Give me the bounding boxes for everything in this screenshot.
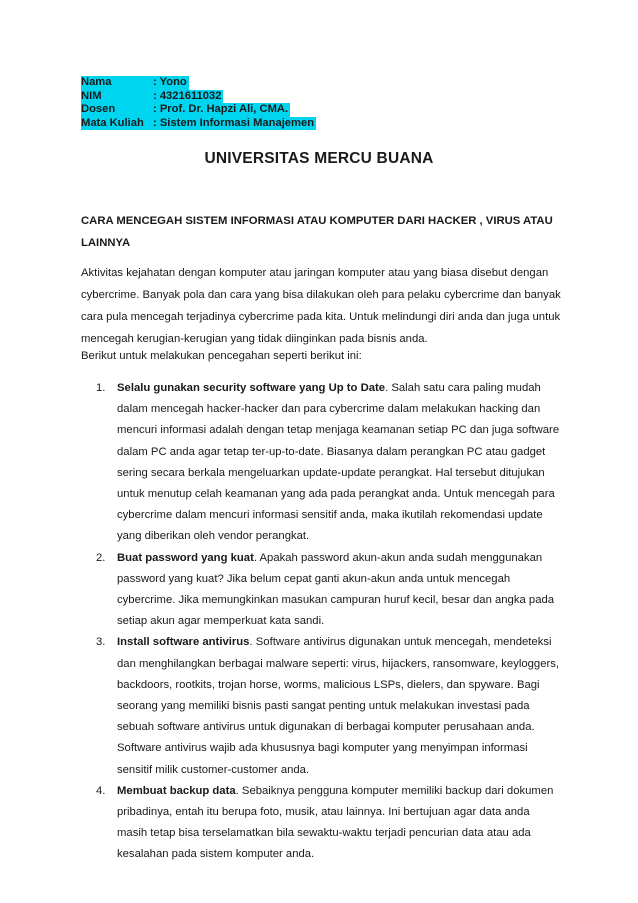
item-text: . Salah satu cara paling mudah dalam mencegah hacker-hacker dan para cybercrime dalam melakukan hacking dan mencuri informasi adalah dengan tetap menjaga keamanan setiap PC dan juga software dalam PC anda agar tetap ter-up-to-date. Biasanya dalam perangkan PC atau gadget sering secara berkala mengeluarkan update-update perangkat. Hal tersebut ditujukan untuk menutup celah keamanan yang ada pada perangkat anda. Untuk mencegah para cybercrime dalam mencuri informasi sensitif anda, maka ikutilah rekomendasi update yang diberikan oleh vendor perangkat.	[117, 382, 560, 543]
info-row-dosen	[81, 103, 316, 117]
item-number: 1.	[96, 382, 106, 394]
item-title: Install software antivirus	[117, 636, 250, 649]
section-heading: CARA MENCEGAH SISTEM INFORMASI ATAU KOMPUTER DARI HACKER , VIRUS ATAU LAINNYA	[81, 215, 553, 249]
info-label: Dosen	[81, 103, 153, 117]
info-row-nim	[81, 90, 316, 104]
info-label: Nama	[81, 76, 153, 90]
list-item	[81, 632, 561, 780]
info-row-mata-kuliah	[81, 117, 316, 131]
item-title: Membuat backup data	[117, 784, 236, 797]
lead-paragraph: Berikut untuk melakukan pencegahan seperti berikut ini:	[81, 350, 362, 362]
info-value: : 4321611032	[153, 89, 222, 102]
intro-paragraph: Aktivitas kejahatan dengan komputer atau jaringan komputer atau yang biasa disebut dengan cybercrime. Banyak pola dan cara yang bisa dilakukan oleh para pelaku cybercrime dan banyak cara pula mencegah terjadinya cybercrime pada kita. Untuk melindungi diri anda dan juga untuk mencegah kerugian-kerugian yang tidak diinginkan pada bisnis anda.	[81, 267, 561, 345]
item-number: 4.	[96, 784, 106, 797]
info-row-nama	[81, 76, 316, 90]
item-text: . Software antivirus digunakan untuk mencegah, mendeteksi dan menghilangkan berbagai malware seperti: virus, hijackers, ransomware, keyloggers, backdoors, rootkits, trojan horse, worms, malicious LSPs, dielers, dan spyware. Bagi seorang yang memiliki bisnis pasti sangat penting untuk melakukan investasi pada sebuah software antivirus untuk digunakan di berbagai komputer perusahaan anda. Software antivirus wajib ada khususnya bagi komputer yang menyimpan informasi sensitif milik customer-customer anda.	[117, 636, 560, 776]
list-item	[81, 378, 561, 548]
item-text: . Apakah password akun-akun anda sudah menggunakan password yang kuat? Jika belum cepat ganti akun-akun anda untuk mencegah cybercrime. Jika memungkinkan masukan campuran huruf kecil, besar dan angka pada setiap akun agar memperkuat kata sandi.	[117, 551, 555, 628]
item-number: 3.	[96, 636, 106, 649]
university-title: UNIVERSITAS MERCU BUANA	[204, 150, 434, 167]
info-value: : Yono	[153, 76, 187, 88]
item-text: . Sebaiknya pengguna komputer memiliki backup dari dokumen pribadinya, entah itu berupa foto, musik, atau lainnya. Ini bertujuan agar data anda masih tetap bisa terselamatkan bila sewaktu-waktu terjadi pencurian data atau ada kesalahan pada sistem komputer anda.	[117, 784, 554, 861]
info-label: NIM	[81, 90, 153, 104]
student-info	[81, 76, 316, 130]
item-number: 2.	[96, 551, 106, 564]
info-value: : Sistem Informasi Manajemen	[153, 116, 315, 129]
info-label: Mata Kuliah	[81, 117, 153, 131]
list-item	[81, 781, 561, 866]
list-item	[81, 548, 561, 633]
item-title: Selalu gunakan security software yang Up to Date	[117, 382, 386, 394]
item-title: Buat password yang kuat	[117, 551, 254, 564]
prevention-list	[81, 378, 561, 866]
info-value: : Prof. Dr. Hapzi Ali, CMA.	[153, 103, 289, 116]
